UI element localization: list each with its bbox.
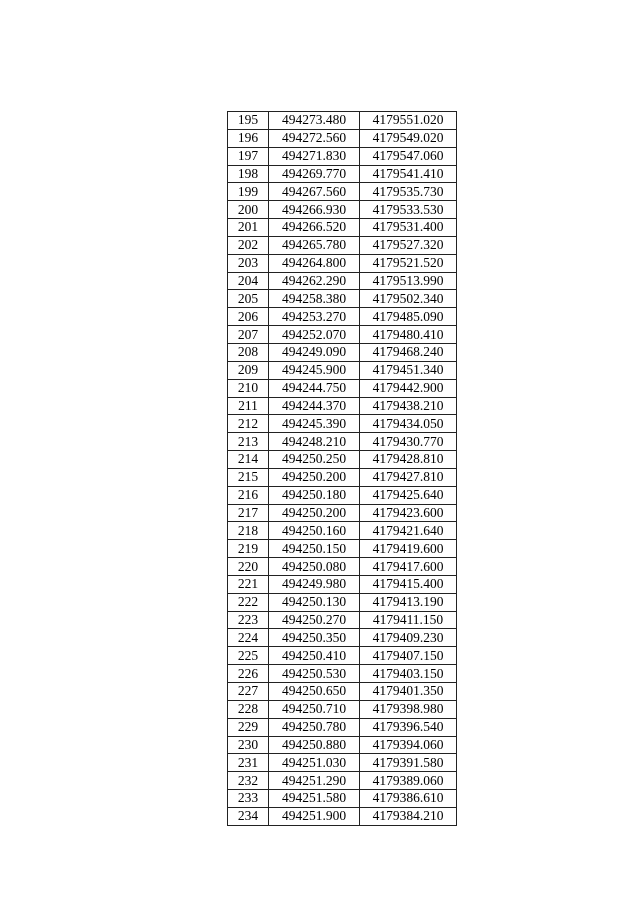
table-row (228, 361, 457, 379)
point-number-cell: 227 (228, 683, 269, 701)
point-number-cell: 223 (228, 611, 269, 629)
x-coordinate-cell: 494244.370 (269, 397, 360, 415)
point-number-cell: 201 (228, 219, 269, 237)
y-coordinate-cell: 4179407.150 (360, 647, 457, 665)
table-row (228, 147, 457, 165)
table-row (228, 272, 457, 290)
table-row (228, 772, 457, 790)
table-row (228, 219, 457, 237)
table-row (228, 558, 457, 576)
x-coordinate-cell: 494252.070 (269, 326, 360, 344)
y-coordinate-cell: 4179415.400 (360, 575, 457, 593)
table-row (228, 290, 457, 308)
point-number-cell: 200 (228, 201, 269, 219)
x-coordinate-cell: 494250.160 (269, 522, 360, 540)
x-coordinate-cell: 494250.150 (269, 540, 360, 558)
y-coordinate-cell: 4179419.600 (360, 540, 457, 558)
x-coordinate-cell: 494267.560 (269, 183, 360, 201)
x-coordinate-cell: 494248.210 (269, 433, 360, 451)
table-row (228, 415, 457, 433)
point-number-cell: 206 (228, 308, 269, 326)
point-number-cell: 233 (228, 790, 269, 808)
point-number-cell: 198 (228, 165, 269, 183)
y-coordinate-cell: 4179427.810 (360, 468, 457, 486)
x-coordinate-cell: 494250.350 (269, 629, 360, 647)
point-number-cell: 215 (228, 468, 269, 486)
table-row (228, 790, 457, 808)
x-coordinate-cell: 494251.900 (269, 807, 360, 825)
y-coordinate-cell: 4179502.340 (360, 290, 457, 308)
table-row (228, 754, 457, 772)
point-number-cell: 196 (228, 129, 269, 147)
y-coordinate-cell: 4179417.600 (360, 558, 457, 576)
y-coordinate-cell: 4179430.770 (360, 433, 457, 451)
point-number-cell: 220 (228, 558, 269, 576)
x-coordinate-cell: 494250.080 (269, 558, 360, 576)
point-number-cell: 216 (228, 486, 269, 504)
x-coordinate-cell: 494250.780 (269, 718, 360, 736)
table-row (228, 468, 457, 486)
coordinate-table-body (228, 112, 457, 826)
table-row (228, 308, 457, 326)
x-coordinate-cell: 494250.410 (269, 647, 360, 665)
x-coordinate-cell: 494272.560 (269, 129, 360, 147)
x-coordinate-cell: 494269.770 (269, 165, 360, 183)
y-coordinate-cell: 4179521.520 (360, 254, 457, 272)
table-row (228, 165, 457, 183)
point-number-cell: 210 (228, 379, 269, 397)
point-number-cell: 199 (228, 183, 269, 201)
table-row (228, 451, 457, 469)
y-coordinate-cell: 4179549.020 (360, 129, 457, 147)
y-coordinate-cell: 4179409.230 (360, 629, 457, 647)
x-coordinate-cell: 494273.480 (269, 112, 360, 130)
y-coordinate-cell: 4179547.060 (360, 147, 457, 165)
y-coordinate-cell: 4179428.810 (360, 451, 457, 469)
table-row (228, 397, 457, 415)
x-coordinate-cell: 494262.290 (269, 272, 360, 290)
point-number-cell: 230 (228, 736, 269, 754)
table-row (228, 665, 457, 683)
point-number-cell: 219 (228, 540, 269, 558)
y-coordinate-cell: 4179541.410 (360, 165, 457, 183)
point-number-cell: 231 (228, 754, 269, 772)
point-number-cell: 208 (228, 343, 269, 361)
point-number-cell: 234 (228, 807, 269, 825)
x-coordinate-cell: 494245.390 (269, 415, 360, 433)
y-coordinate-cell: 4179401.350 (360, 683, 457, 701)
table-row (228, 433, 457, 451)
table-row (228, 718, 457, 736)
point-number-cell: 211 (228, 397, 269, 415)
point-number-cell: 202 (228, 236, 269, 254)
x-coordinate-cell: 494244.750 (269, 379, 360, 397)
y-coordinate-cell: 4179411.150 (360, 611, 457, 629)
table-row (228, 486, 457, 504)
x-coordinate-cell: 494245.900 (269, 361, 360, 379)
table-row (228, 326, 457, 344)
table-row (228, 575, 457, 593)
table-row (228, 379, 457, 397)
x-coordinate-cell: 494265.780 (269, 236, 360, 254)
point-number-cell: 197 (228, 147, 269, 165)
point-number-cell: 226 (228, 665, 269, 683)
y-coordinate-cell: 4179389.060 (360, 772, 457, 790)
y-coordinate-cell: 4179451.340 (360, 361, 457, 379)
y-coordinate-cell: 4179438.210 (360, 397, 457, 415)
point-number-cell: 225 (228, 647, 269, 665)
table-row (228, 647, 457, 665)
y-coordinate-cell: 4179434.050 (360, 415, 457, 433)
x-coordinate-cell: 494250.250 (269, 451, 360, 469)
x-coordinate-cell: 494250.650 (269, 683, 360, 701)
y-coordinate-cell: 4179398.980 (360, 700, 457, 718)
point-number-cell: 217 (228, 504, 269, 522)
table-row (228, 343, 457, 361)
table-row (228, 254, 457, 272)
table-row (228, 236, 457, 254)
x-coordinate-cell: 494250.200 (269, 468, 360, 486)
point-number-cell: 222 (228, 593, 269, 611)
x-coordinate-cell: 494266.930 (269, 201, 360, 219)
point-number-cell: 203 (228, 254, 269, 272)
x-coordinate-cell: 494250.200 (269, 504, 360, 522)
point-number-cell: 205 (228, 290, 269, 308)
y-coordinate-cell: 4179423.600 (360, 504, 457, 522)
y-coordinate-cell: 4179513.990 (360, 272, 457, 290)
table-row (228, 201, 457, 219)
table-row (228, 611, 457, 629)
x-coordinate-cell: 494251.290 (269, 772, 360, 790)
point-number-cell: 228 (228, 700, 269, 718)
y-coordinate-cell: 4179425.640 (360, 486, 457, 504)
table-row (228, 683, 457, 701)
y-coordinate-cell: 4179421.640 (360, 522, 457, 540)
x-coordinate-cell: 494251.580 (269, 790, 360, 808)
y-coordinate-cell: 4179480.410 (360, 326, 457, 344)
point-number-cell: 224 (228, 629, 269, 647)
point-number-cell: 209 (228, 361, 269, 379)
y-coordinate-cell: 4179551.020 (360, 112, 457, 130)
x-coordinate-cell: 494264.800 (269, 254, 360, 272)
x-coordinate-cell: 494271.830 (269, 147, 360, 165)
y-coordinate-cell: 4179391.580 (360, 754, 457, 772)
coordinate-table (227, 111, 457, 826)
x-coordinate-cell: 494250.710 (269, 700, 360, 718)
y-coordinate-cell: 4179531.400 (360, 219, 457, 237)
point-number-cell: 212 (228, 415, 269, 433)
y-coordinate-cell: 4179396.540 (360, 718, 457, 736)
point-number-cell: 232 (228, 772, 269, 790)
point-number-cell: 204 (228, 272, 269, 290)
y-coordinate-cell: 4179403.150 (360, 665, 457, 683)
x-coordinate-cell: 494253.270 (269, 308, 360, 326)
y-coordinate-cell: 4179485.090 (360, 308, 457, 326)
x-coordinate-cell: 494250.530 (269, 665, 360, 683)
point-number-cell: 207 (228, 326, 269, 344)
x-coordinate-cell: 494266.520 (269, 219, 360, 237)
x-coordinate-cell: 494250.130 (269, 593, 360, 611)
table-row (228, 540, 457, 558)
y-coordinate-cell: 4179468.240 (360, 343, 457, 361)
x-coordinate-cell: 494249.980 (269, 575, 360, 593)
table-row (228, 522, 457, 540)
table-row (228, 700, 457, 718)
x-coordinate-cell: 494258.380 (269, 290, 360, 308)
point-number-cell: 213 (228, 433, 269, 451)
point-number-cell: 195 (228, 112, 269, 130)
x-coordinate-cell: 494250.270 (269, 611, 360, 629)
y-coordinate-cell: 4179413.190 (360, 593, 457, 611)
x-coordinate-cell: 494249.090 (269, 343, 360, 361)
table-row (228, 736, 457, 754)
point-number-cell: 214 (228, 451, 269, 469)
x-coordinate-cell: 494251.030 (269, 754, 360, 772)
x-coordinate-cell: 494250.180 (269, 486, 360, 504)
table-row (228, 807, 457, 825)
table-row (228, 593, 457, 611)
point-number-cell: 218 (228, 522, 269, 540)
y-coordinate-cell: 4179394.060 (360, 736, 457, 754)
y-coordinate-cell: 4179384.210 (360, 807, 457, 825)
table-row (228, 112, 457, 130)
point-number-cell: 229 (228, 718, 269, 736)
table-row (228, 629, 457, 647)
y-coordinate-cell: 4179527.320 (360, 236, 457, 254)
point-number-cell: 221 (228, 575, 269, 593)
y-coordinate-cell: 4179533.530 (360, 201, 457, 219)
table-row (228, 183, 457, 201)
y-coordinate-cell: 4179386.610 (360, 790, 457, 808)
y-coordinate-cell: 4179442.900 (360, 379, 457, 397)
y-coordinate-cell: 4179535.730 (360, 183, 457, 201)
x-coordinate-cell: 494250.880 (269, 736, 360, 754)
table-row (228, 504, 457, 522)
table-row (228, 129, 457, 147)
